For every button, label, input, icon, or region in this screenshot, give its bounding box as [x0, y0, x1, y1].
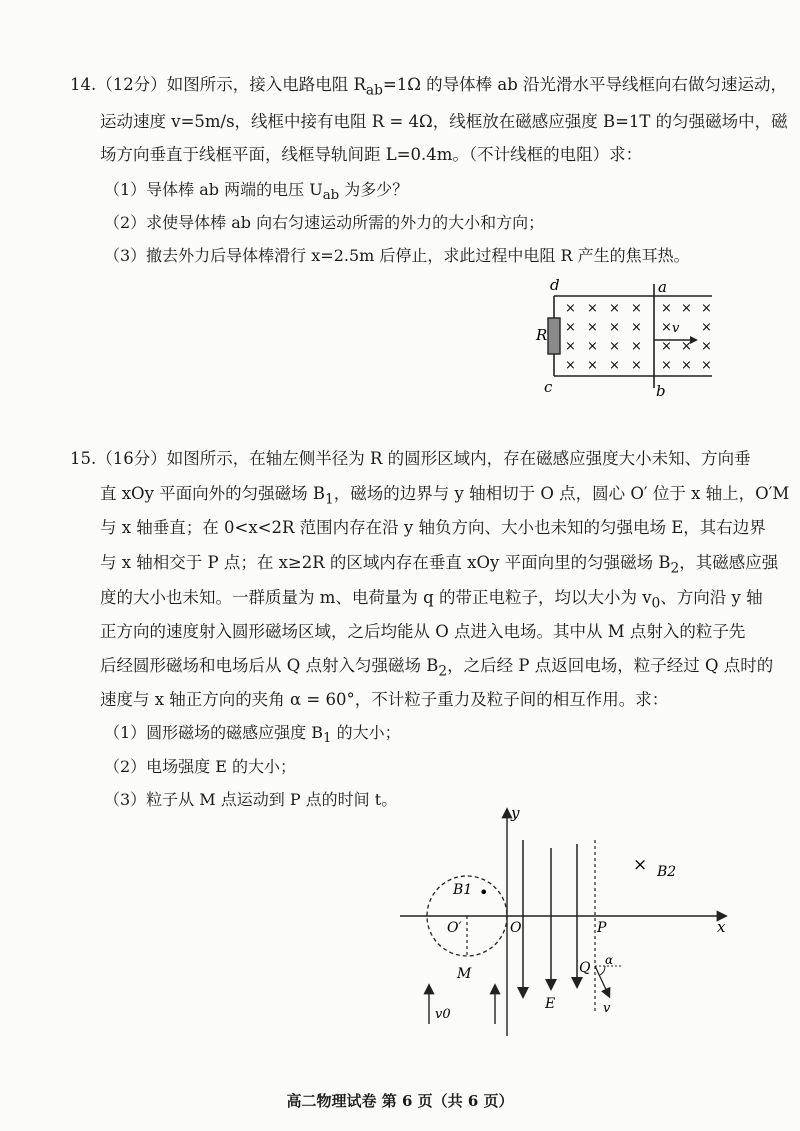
label-B1: B1 — [453, 882, 473, 898]
q14-line-3: 场方向垂直于线框平面，线框导轨间距 L=0.4m。（不计线框的电阻）求： — [100, 145, 643, 164]
q15-line-2: 直 xOy 平面向外的匀强磁场 $B_1$，磁场的边界与 y 轴相切于 O 点，圆心 O′ 位于 x 轴上，O′M — [100, 484, 790, 508]
field-cross: × — [661, 301, 672, 316]
field-cross: × — [565, 301, 576, 316]
field-cross: × — [565, 358, 576, 373]
label-E: E — [545, 996, 556, 1012]
label-v0: v0 — [435, 1007, 451, 1022]
field-cross: × — [701, 320, 712, 335]
field-cross: × — [565, 339, 576, 354]
label-v: v — [672, 321, 680, 336]
label-v: v — [603, 1001, 611, 1016]
field-cross: × — [701, 358, 712, 373]
field-cross: × — [609, 339, 620, 354]
page-footer: 高二物理试卷 第 6 页（共 6 页） — [286, 1092, 514, 1110]
q15-line-8: 速度与 x 轴正方向的夹角 α = 60°，不计粒子重力及粒子间的相互作用。求： — [100, 690, 669, 709]
q15-field-figure — [395, 800, 740, 1040]
q14-sub-2: （2）求使导体棒 ab 向右匀速运动所需的外力的大小和方向； — [104, 213, 545, 232]
q14-sub-1: （1）导体棒 ab 两端的电压 $U_{ab}$ 为多少？ — [104, 180, 409, 204]
label-x: x — [717, 918, 726, 936]
field-cross: × — [681, 339, 692, 354]
label-c: c — [544, 378, 553, 396]
label-M: M — [457, 966, 472, 982]
q14-circuit-figure — [530, 276, 720, 400]
out-of-page-dot: • — [479, 883, 489, 902]
field-cross: × — [587, 301, 598, 316]
field-cross: × — [681, 358, 692, 373]
q15-sub-2: （2）电场强度 E 的大小； — [104, 757, 297, 776]
q15-line-7: 后经圆形磁场和电场后从 Q 点射入匀强磁场 $B_2$，之后经 P 点返回电场，粒子经过 Q 点时的 — [100, 656, 774, 680]
q14-sub-3: （3）撤去外力后导体棒滑行 x=2.5m 后停止，求此过程中电阻 R 产生的焦耳热。 — [104, 246, 690, 265]
label-R: R — [536, 326, 548, 344]
label-b: b — [656, 382, 666, 400]
q15-line-6: 正方向的速度射入圆形磁场区域，之后均能从 O 点进入电场。其中从 M 点射入的粒子先 — [100, 622, 746, 641]
q15-line-1: 15.（16分）如图所示，在轴左侧半径为 R 的圆形区域内，存在磁感应强度大小未知、方向垂 — [70, 449, 751, 468]
field-cross: × — [587, 320, 598, 335]
label-B2: B2 — [657, 864, 677, 880]
field-cross: × — [661, 339, 672, 354]
field-cross: × — [609, 358, 620, 373]
q14-line-2: 运动速度 v=5m/s，线框中接有电阻 R = 4Ω，线框放在磁感应强度 B=1T 的匀强磁场中，磁 — [100, 112, 788, 131]
field-cross: × — [565, 320, 576, 335]
label-d: d — [550, 276, 560, 294]
label-P: P — [597, 920, 607, 936]
field-cross: × — [661, 358, 672, 373]
q14-line-1: 14.（12分）如图所示，接入电路电阻 $R_{ab}=1\Omega$ 的导体棒 ab 沿光滑水平导线框向右做匀速运动， — [70, 75, 788, 99]
magnetic-field-crosses — [565, 301, 712, 373]
resistor-R — [548, 318, 560, 354]
into-page-cross: × — [633, 855, 648, 875]
field-cross: × — [631, 301, 642, 316]
q15-sub-1: （1）圆形磁场的磁感应强度 $B_1$ 的大小； — [104, 723, 401, 747]
q15-line-5: 度的大小也未知。一群质量为 m、电荷量为 q 的带正电粒子，均以大小为 $v_0$、方向沿 y 轴 — [100, 588, 763, 612]
q15-line-4: 与 x 轴相交于 P 点；在 x≥2R 的区域内存在垂直 xOy 平面向里的匀强磁场 $B_2$，其磁感应强 — [100, 553, 779, 577]
field-cross: × — [631, 358, 642, 373]
label-y: y — [511, 804, 520, 822]
field-cross: × — [587, 358, 598, 373]
field-cross: × — [609, 320, 620, 335]
label-O: O — [510, 920, 522, 936]
field-cross: × — [631, 320, 642, 335]
velocity-at-Q — [595, 966, 609, 996]
label-a: a — [658, 278, 667, 296]
label-alpha: α — [605, 953, 614, 967]
q15-line-3: 与 x 轴垂直；在 0<x<2R 范围内存在沿 y 轴负方向、大小也未知的匀强电场 E，其右边界 — [100, 518, 766, 537]
field-cross: × — [587, 339, 598, 354]
label-O-prime: O′ — [447, 920, 462, 936]
field-cross: × — [661, 320, 672, 335]
label-Q: Q — [579, 960, 591, 976]
field-cross: × — [681, 301, 692, 316]
field-cross: × — [631, 339, 642, 354]
field-cross: × — [701, 301, 712, 316]
field-cross: × — [701, 339, 712, 354]
field-cross: × — [609, 301, 620, 316]
q15-sub-3: （3）粒子从 M 点运动到 P 点的时间 t。 — [104, 790, 398, 809]
